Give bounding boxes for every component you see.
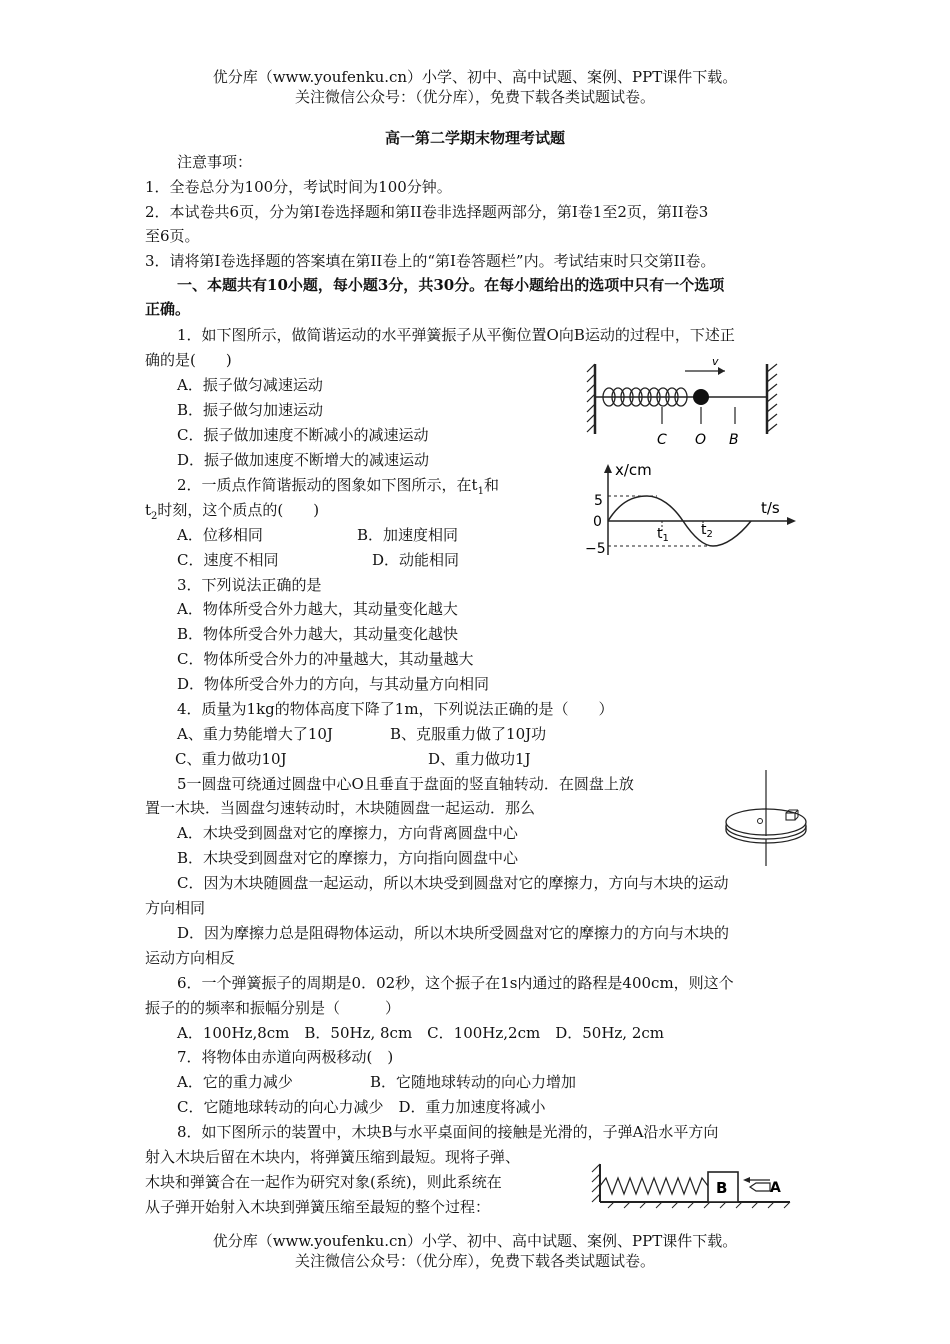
footer-line-1: 优分库（www.youfenku.cn）小学、初中、高中试题、案例、PPT课件下载。 (212, 1232, 738, 1250)
q2-stem: 2．一质点作简谐振动的图象如下图所示，在$t_1$和 (177, 476, 499, 497)
q5-stem-cont: 置一木块．当圆盘匀速转动时，木块随圆盘一起运动．那么 (145, 799, 536, 817)
q1-option-a: A．振子做匀减速运动 (177, 376, 323, 394)
q3-option-d: D．物体所受合外力的方向，与其动量方向相同 (177, 675, 490, 693)
label-c: C (657, 432, 667, 448)
q1-option-c: C．振子做加速度不断减小的减速运动 (177, 426, 429, 444)
q7-option-cd: C．它随地球转动的向心力减少 D．重力加速度将减小 (177, 1098, 546, 1116)
page-title: 高一第二学期末物理考试题 (384, 129, 565, 147)
q7-option-b: B．它随地球转动的向心力增加 (370, 1073, 577, 1091)
q4-option-d: D、重力做功1J (428, 750, 531, 768)
displacement-time-graph (585, 460, 800, 560)
q1-stem: 1．如下图所示，做简谐运动的水平弹簧振子从平衡位置O向B运动的过程中，下述正 (177, 326, 735, 344)
q5-stem: 5一圆盘可绕通过圆盘中心O且垂直于盘面的竖直轴转动．在圆盘上放 (177, 775, 634, 793)
notice-heading: 注意事项： (177, 153, 253, 171)
label-b: B (729, 432, 739, 448)
q3-option-b: B．物体所受合外力越大，其动量变化越快 (177, 625, 459, 643)
q4-option-c: C、重力做功10J (175, 750, 287, 768)
q8-stem-cont-1: 射入木块后留在木块内，将弹簧压缩到最短。现将子弹、 (145, 1148, 521, 1166)
q1-option-d: D．振子做加速度不断增大的减速运动 (177, 451, 430, 469)
spring-oscillator-figure (585, 352, 785, 452)
header-line-2: 关注微信公众号：（优分库），免费下载各类试题试卷。 (294, 88, 655, 106)
q1-stem-cont: 确的是( ) (145, 351, 232, 369)
block-b-label: B (716, 1179, 728, 1197)
q5-option-d-cont: 运动方向相反 (145, 949, 236, 967)
bullet-a (750, 1183, 770, 1191)
q8-stem-cont-3: 从子弹开始射入木块到弹簧压缩至最短的整个过程： (145, 1198, 491, 1216)
t1-label: $t_1$ (657, 526, 669, 544)
q2-option-c: C．速度不相同 (177, 551, 279, 569)
notice-item-1: 1．全卷总分为100分，考试时间为100分钟。 (145, 178, 452, 196)
q3-option-a: A．物体所受合外力越大，其动量变化越大 (177, 600, 458, 618)
q8-stem-cont-2: 木块和弹簧合在一起作为研究对象(系统)，则此系统在 (145, 1173, 502, 1191)
t2-label: $t_2$ (701, 522, 713, 540)
q5-option-a: A．木块受到圆盘对它的摩擦力，方向背离圆盘中心 (177, 824, 518, 842)
q3-option-c: C．物体所受合外力的冲量越大，其动量越大 (177, 650, 474, 668)
q7-option-a: A．它的重力减少 (177, 1073, 293, 1091)
q1-option-b: B．振子做匀加速运动 (177, 401, 324, 419)
q6-options: A．100Hz,8cm B．50Hz, 8cm C．100Hz,2cm D．50Hz, 2cm (177, 1024, 665, 1042)
tick-0: 0 (593, 514, 602, 530)
q4-option-b: B、克服重力做了10J功 (390, 725, 547, 743)
q2-option-d: D．动能相同 (372, 551, 460, 569)
section-heading: 一、本题共有10小题，每小题3分，共30分。在每小题给出的选项中只有一个选项 (177, 276, 725, 294)
q4-option-a: A、重力势能增大了10J (177, 725, 333, 743)
wood-block (786, 813, 795, 820)
q2-option-b: B．加速度相同 (357, 526, 459, 544)
q3-stem: 3．下列说法正确的是 (177, 576, 322, 594)
header-line-1: 优分库（www.youfenku.cn）小学、初中、高中试题、案例、PPT课件下载。 (212, 68, 738, 86)
q4-stem: 4．质量为1kg的物体高度下降了1m，下列说法正确的是（ ） (177, 700, 614, 718)
oscillator-mass (693, 389, 709, 405)
bullet-a-label: A (770, 1180, 781, 1196)
q5-option-c: C．因为木块随圆盘一起运动，所以木块受到圆盘对它的摩擦力，方向与木块的运动 (177, 874, 729, 892)
notice-item-2a: 2．本试卷共6页，分为第I卷选择题和第II卷非选择题两部分，第I卷1至2页，第II卷3 (145, 203, 709, 221)
footer-line-2: 关注微信公众号：（优分库），免费下载各类试题试卷。 (294, 1252, 655, 1270)
q2-option-a: A．位移相同 (177, 526, 263, 544)
y-axis-label: x/cm (615, 461, 652, 479)
notice-item-3: 3．请将第I卷选择题的答案填在第II卷上的“第I卷答题栏”内。考试结束时只交第II卷。 (145, 252, 716, 270)
velocity-label: v (712, 355, 719, 368)
q5-option-b: B．木块受到圆盘对它的摩擦力，方向指向圆盘中心 (177, 849, 519, 867)
tick-5: 5 (594, 493, 603, 509)
q2-stem-cont: $t_2$时刻，这个质点的( ) (145, 501, 320, 522)
q8-stem: 8．如下图所示的装置中，木块B与水平桌面间的接触是光滑的，子弹A沿水平方向 (177, 1123, 719, 1141)
q6-stem-cont: 振子的的频率和振幅分别是（ ） (145, 999, 401, 1017)
q6-stem: 6．一个弹簧振子的周期是0．02秒，这个振子在1s内通过的路程是400cm，则这个 (177, 974, 734, 992)
x-axis-label: t/s (761, 499, 780, 517)
label-o: O (695, 432, 707, 448)
spring (600, 1178, 708, 1194)
spring-block-bullet-figure (590, 1158, 795, 1210)
rotating-disk-figure (722, 766, 812, 871)
notice-item-2b: 至6页。 (145, 227, 200, 245)
section-heading-cont: 正确。 (145, 300, 191, 318)
q5-option-c-cont: 方向相同 (145, 899, 206, 917)
tick-neg5: −5 (585, 541, 606, 557)
q5-option-d: D．因为摩擦力总是阻碍物体运动，所以木块所受圆盘对它的摩擦力的方向与木块的 (177, 924, 730, 942)
q7-stem: 7．将物体由赤道向两极移动( ) (177, 1048, 394, 1066)
